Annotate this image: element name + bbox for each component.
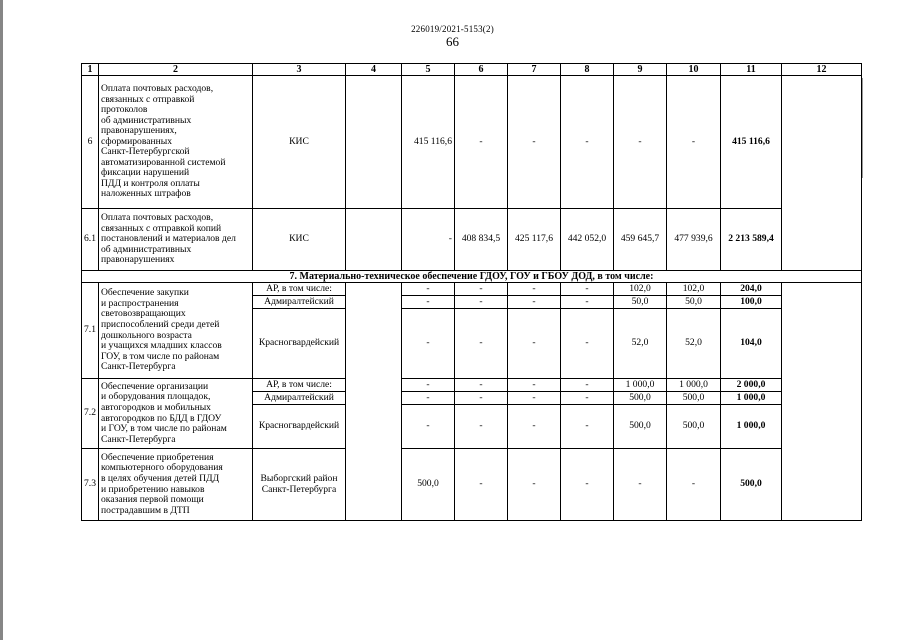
target-empty: [782, 76, 862, 271]
district-name: АР, в том числе:: [253, 283, 346, 296]
total-cell: 1 000,0: [721, 405, 782, 449]
total-cell: 100,0: [721, 296, 782, 309]
table-row-7-1: [82, 283, 862, 296]
total-cell: 2 213 589,4: [721, 209, 782, 271]
value-cell: -: [561, 283, 614, 296]
total-cell: 500,0: [721, 449, 782, 521]
funding-empty: [346, 76, 402, 209]
value-cell: 408 834,5: [455, 209, 508, 271]
value-cell: -: [508, 309, 561, 379]
value-cell: 102,0: [667, 283, 721, 296]
value-cell: -: [561, 449, 614, 521]
value-cell: 500,0: [667, 405, 721, 449]
value-cell: -: [561, 309, 614, 379]
value-cell: 500,0: [614, 392, 667, 405]
total-cell: 1 000,0: [721, 392, 782, 405]
value-cell: -: [508, 379, 561, 392]
value-cell: -: [455, 283, 508, 296]
funding-source: [346, 283, 402, 521]
value-cell: -: [561, 296, 614, 309]
value-cell: -: [508, 76, 561, 209]
value-cell: 50,0: [667, 296, 721, 309]
scan-mark: [862, 78, 863, 178]
col-num: 4: [346, 64, 402, 76]
value-cell: -: [402, 296, 455, 309]
table-row-6-1: [82, 209, 862, 271]
column-number-row: [82, 64, 862, 76]
value-cell: -: [455, 296, 508, 309]
value-cell: -: [508, 283, 561, 296]
row-number: 6: [82, 76, 99, 209]
value-cell: 477 939,6: [667, 209, 721, 271]
value-cell: -: [561, 76, 614, 209]
total-cell: 415 116,6: [721, 76, 782, 209]
total-cell: 2 000,0: [721, 379, 782, 392]
col-num: 2: [99, 64, 253, 76]
table-row-7-2: [82, 379, 862, 392]
table-row-7-3: [82, 449, 862, 521]
value-cell: -: [402, 309, 455, 379]
value-cell: 1 000,0: [667, 379, 721, 392]
value-cell: -: [455, 76, 508, 209]
value-cell: -: [614, 76, 667, 209]
col-num: 3: [253, 64, 346, 76]
col-num: 8: [561, 64, 614, 76]
value-cell: -: [508, 392, 561, 405]
value-cell: 500,0: [402, 449, 455, 521]
value-cell: -: [402, 209, 455, 271]
page-number: 66: [446, 34, 459, 49]
district-name: Адмиралтейский: [253, 296, 346, 309]
value-cell: -: [402, 405, 455, 449]
value-cell: -: [508, 449, 561, 521]
value-cell: 50,0: [614, 296, 667, 309]
total-cell: 104,0: [721, 309, 782, 379]
value-cell: -: [614, 449, 667, 521]
row-number: 7.2: [82, 379, 99, 449]
value-cell: -: [561, 379, 614, 392]
value-cell: -: [455, 309, 508, 379]
col-num: 5: [402, 64, 455, 76]
district-name: Адмиралтейский: [253, 392, 346, 405]
district-name: АР, в том числе:: [253, 379, 346, 392]
value-cell: -: [561, 405, 614, 449]
value-cell: -: [402, 392, 455, 405]
row-number: 7.1: [82, 283, 99, 379]
total-cell: 204,0: [721, 283, 782, 296]
col-num: 11: [721, 64, 782, 76]
value-cell: 442 052,0: [561, 209, 614, 271]
executor: КИС: [253, 76, 346, 209]
target-indicator: [782, 283, 862, 521]
value-cell: 500,0: [614, 405, 667, 449]
value-cell: -: [455, 379, 508, 392]
activity-description: Оплата почтовых расходов, связанных с отправкой протоколов об административных правонарушениях, сформированных Санкт-Петербургской автоматизированной системой фиксации нарушений ПДД и контроля оплаты наложенных штрафов: [99, 76, 253, 209]
value-cell: -: [667, 449, 721, 521]
table-row-6: [82, 76, 862, 209]
value-cell: 52,0: [667, 309, 721, 379]
value-cell: -: [508, 296, 561, 309]
funding-empty: [346, 209, 402, 271]
activity-description: Обеспечение закупки и распространения световозвращающих приспособлений среди детей дошкольного возраста и учащихся младших классов ГОУ, в том числе по районам Санкт-Петербурга: [99, 283, 253, 379]
value-cell: -: [455, 405, 508, 449]
value-cell: -: [402, 283, 455, 296]
executor: Выборгский район Санкт-Петербурга: [253, 449, 346, 521]
row-number: 6.1: [82, 209, 99, 271]
value-cell: -: [455, 392, 508, 405]
section-heading: 7. Материально-техническое обеспечение ГДОУ, ГОУ и ГБОУ ДОД, в том числе:: [82, 271, 862, 283]
col-num: 9: [614, 64, 667, 76]
value-cell: 52,0: [614, 309, 667, 379]
activity-description: Обеспечение организации и оборудования площадок, автогородков и мобильных автогородков по БДД в ГДОУ и ГОУ, в том числе по районам Санкт-Петербурга: [99, 379, 253, 449]
scan-edge: [0, 0, 3, 640]
col-num: 6: [455, 64, 508, 76]
col-num: 10: [667, 64, 721, 76]
value-cell: 102,0: [614, 283, 667, 296]
value-cell: -: [455, 449, 508, 521]
section-heading-row: [82, 271, 862, 283]
value-cell: 425 117,6: [508, 209, 561, 271]
value-cell: 500,0: [667, 392, 721, 405]
value-cell: -: [508, 405, 561, 449]
executor: КИС: [253, 209, 346, 271]
activity-description: Оплата почтовых расходов, связанных с отправкой копий постановлений и материалов дел об административных правонарушениях: [99, 209, 253, 271]
activity-description: Обеспечение приобретения компьютерного оборудования в целях обучения детей ПДД и приобретению навыков оказания первой помощи пострадавшим в ДТП: [99, 449, 253, 521]
value-cell: 1 000,0: [614, 379, 667, 392]
program-table: [81, 63, 862, 521]
row-number: 7.3: [82, 449, 99, 521]
district-name: Красногвардейский: [253, 405, 346, 449]
col-num: 7: [508, 64, 561, 76]
value-cell: 415 116,6: [402, 76, 455, 209]
value-cell: -: [561, 392, 614, 405]
value-cell: -: [402, 379, 455, 392]
document-id: 226019/2021-5153(2): [411, 24, 494, 34]
value-cell: 459 645,7: [614, 209, 667, 271]
value-cell: -: [667, 76, 721, 209]
col-num: 12: [782, 64, 862, 76]
district-name: Красногвардейский: [253, 309, 346, 379]
col-num: 1: [82, 64, 99, 76]
